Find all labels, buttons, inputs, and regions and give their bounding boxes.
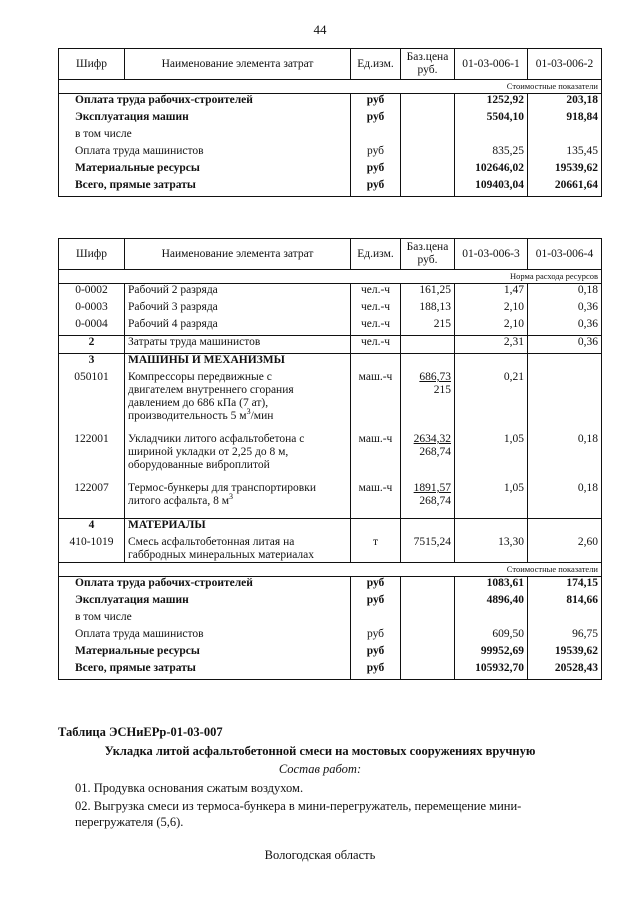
subheader-cell: Стоимостные показатели [59, 563, 602, 577]
cost-unit: руб [351, 662, 401, 680]
resource-code: 2 [59, 336, 125, 354]
operators-row [59, 336, 602, 354]
cost-value-2: 174,15 [528, 577, 602, 595]
cost-unit: руб [351, 628, 401, 645]
cost-name: в том числе [59, 128, 351, 145]
resource-value-2: 0,18 [528, 482, 602, 519]
machine-row [59, 482, 602, 519]
resource-value-2 [528, 371, 602, 433]
cost-unit [351, 611, 401, 628]
cost-value-1 [455, 611, 528, 628]
cost-row [59, 94, 602, 112]
table1-subheader [59, 80, 602, 94]
col-v1-header: 01-03-006-3 [455, 239, 528, 270]
resource-table-2 [58, 238, 602, 680]
labor-row [59, 318, 602, 336]
resource-name-tail: /мин [250, 410, 274, 422]
col-unit-header: Ед.изм. [351, 239, 401, 270]
resource-name-text: давлением до 686 кПа (7 ат), [128, 397, 269, 409]
operator-price: 268,74 [419, 446, 451, 458]
empty-cell [455, 354, 528, 372]
unit-superscript: 3 [229, 492, 234, 502]
cost-row [59, 162, 602, 179]
price-per-hour: 2634,32 [413, 433, 451, 445]
table-subtitle: Укладка литой асфальтобетонной смеси на мостовых сооружениях вручную [104, 744, 536, 758]
cost-price [401, 179, 455, 197]
resource-value-1: 2,31 [455, 336, 528, 354]
operator-price: 268,74 [419, 495, 451, 507]
resource-code: 410-1019 [59, 536, 125, 563]
resource-unit: маш.-ч [351, 482, 401, 519]
resource-price [401, 482, 455, 519]
labor-row [59, 284, 602, 302]
section-name: МАШИНЫ И МЕХАНИЗМЫ [125, 354, 351, 372]
resource-value-2: 0,36 [528, 301, 602, 318]
cost-value-2: 918,84 [528, 111, 602, 128]
table-header-row [59, 239, 602, 270]
cost-value-2: 19539,62 [528, 645, 602, 662]
resource-name-line [128, 492, 347, 508]
resource-price: 161,25 [401, 284, 455, 302]
resource-unit: чел.-ч [351, 318, 401, 336]
resource-unit: т [351, 536, 401, 563]
cost-value-1: 105932,70 [455, 662, 528, 680]
section-name: МАТЕРИАЛЫ [125, 519, 351, 537]
machine-row [59, 433, 602, 482]
table2-subheader [59, 270, 602, 284]
subheader-cell: Норма расхода ресурсов [59, 270, 602, 284]
cost-row [59, 577, 602, 595]
resource-price [401, 336, 455, 354]
cost-unit: руб [351, 111, 401, 128]
resource-value-1: 2,10 [455, 301, 528, 318]
cost-value-2 [528, 128, 602, 145]
resource-name [125, 536, 351, 563]
resource-name-line [128, 459, 347, 472]
resource-name-text: Компрессоры передвижные с [128, 371, 272, 383]
operator-price: 215 [433, 384, 451, 396]
resource-name: Рабочий 2 разряда [125, 284, 351, 302]
resource-value-1: 13,30 [455, 536, 528, 563]
col-name-header: Наименование элемента затрат [125, 49, 351, 80]
resource-unit: чел.-ч [351, 336, 401, 354]
col-v2-header: 01-03-006-2 [528, 49, 602, 80]
resource-name-text: Термос-бункеры для транспортировки [128, 482, 316, 494]
cost-row [59, 128, 602, 145]
cost-name: Оплата труда рабочих-строителей [59, 577, 351, 595]
cost-value-2: 20528,43 [528, 662, 602, 680]
resource-value-1: 1,47 [455, 284, 528, 302]
cost-row [59, 611, 602, 628]
empty-cell [401, 354, 455, 372]
resource-name: Затраты труда машинистов [125, 336, 351, 354]
resource-code: 0-0002 [59, 284, 125, 302]
cost-row [59, 145, 602, 162]
resource-name-line [128, 407, 347, 423]
cost-unit: руб [351, 145, 401, 162]
section-code: 4 [59, 519, 125, 537]
empty-cell [528, 519, 602, 537]
resource-name-text: производительность 5 м [128, 410, 247, 422]
cost-name: Оплата труда машинистов [59, 145, 351, 162]
cost-price [401, 662, 455, 680]
cost-price [401, 645, 455, 662]
price-per-hour: 1891,57 [413, 482, 451, 494]
cost-table-1 [58, 48, 602, 197]
cost-row [59, 645, 602, 662]
col-v2-header: 01-03-006-4 [528, 239, 602, 270]
cost-price [401, 94, 455, 112]
resource-value-1: 1,05 [455, 433, 528, 482]
cost-value-1: 1252,92 [455, 94, 528, 112]
resource-name [125, 433, 351, 482]
resource-name [125, 482, 351, 519]
resource-value-1: 1,05 [455, 482, 528, 519]
cost-value-1: 102646,02 [455, 162, 528, 179]
work-step-1: 01. Продувка основания сжатым воздухом. [75, 781, 304, 795]
cost-value-2: 203,18 [528, 94, 602, 112]
cost-name: Эксплуатация машин [59, 111, 351, 128]
resource-code: 122007 [59, 482, 125, 519]
cost-value-2 [528, 611, 602, 628]
col-v1-header: 01-03-006-1 [455, 49, 528, 80]
cost-row [59, 628, 602, 645]
cost-value-1 [455, 128, 528, 145]
resource-code: 0-0004 [59, 318, 125, 336]
cost-value-1: 609,50 [455, 628, 528, 645]
cost-value-2: 96,75 [528, 628, 602, 645]
resource-name-line: габбродных минеральных материалах [128, 549, 315, 561]
empty-cell [351, 354, 401, 372]
cost-price [401, 162, 455, 179]
resource-value-2: 2,60 [528, 536, 602, 563]
cost-row [59, 111, 602, 128]
table-title: Таблица ЭСНиЕРр-01-03-007 [58, 725, 223, 739]
cost-price [401, 111, 455, 128]
resource-name-text: литого асфальта, 8 м [128, 495, 230, 507]
cost-unit: руб [351, 577, 401, 595]
footer-region: Вологодская область [264, 848, 376, 862]
cost-value-1: 99952,69 [455, 645, 528, 662]
cost-name: Материальные ресурсы [59, 645, 351, 662]
unit-superscript: 3 [246, 407, 251, 417]
cost-price [401, 594, 455, 611]
cost-name: Материальные ресурсы [59, 162, 351, 179]
resource-name [125, 371, 351, 433]
col-price-header: Баз.цена руб. [401, 49, 455, 80]
empty-cell [351, 519, 401, 537]
cost-value-1: 1083,61 [455, 577, 528, 595]
col-code-header: Шифр [59, 49, 125, 80]
resource-value-2: 0,36 [528, 318, 602, 336]
price-per-hour: 686,73 [419, 371, 451, 383]
resource-name-line [128, 446, 347, 459]
col-code-header: Шифр [59, 239, 125, 270]
resource-value-1: 0,21 [455, 371, 528, 433]
empty-cell [528, 354, 602, 372]
resource-name-text: Укладчики литого асфальтобетона с [128, 433, 305, 445]
resource-code: 050101 [59, 371, 125, 433]
labor-row [59, 301, 602, 318]
work-heading: Состав работ: [278, 762, 362, 776]
cost-value-2: 135,45 [528, 145, 602, 162]
col-price-header: Баз.цена руб. [401, 239, 455, 270]
cost-name: в том числе [59, 611, 351, 628]
cost-row [59, 662, 602, 680]
resource-name-text: двигателем внутреннего сгорания [128, 384, 294, 396]
cost-price [401, 628, 455, 645]
cost-name: Всего, прямые затраты [59, 662, 351, 680]
cost-unit: руб [351, 645, 401, 662]
empty-cell [401, 519, 455, 537]
machines-section-row [59, 354, 602, 372]
resource-unit: чел.-ч [351, 301, 401, 318]
resource-code: 122001 [59, 433, 125, 482]
resource-name-line [128, 482, 347, 495]
cost-unit: руб [351, 162, 401, 179]
machine-row [59, 371, 602, 433]
cost-value-1: 4896,40 [455, 594, 528, 611]
cost-price [401, 128, 455, 145]
resource-unit: маш.-ч [351, 433, 401, 482]
resource-name-line [128, 371, 347, 384]
resource-name-line [128, 384, 347, 397]
cost-value-1: 5504,10 [455, 111, 528, 128]
resource-unit: маш.-ч [351, 371, 401, 433]
page-number: 44 [313, 22, 327, 37]
resource-name: Рабочий 4 разряда [125, 318, 351, 336]
cost-name: Оплата труда машинистов [59, 628, 351, 645]
empty-cell [455, 519, 528, 537]
col-unit-header: Ед.изм. [351, 49, 401, 80]
cost-name: Оплата труда рабочих-строителей [59, 94, 351, 112]
resource-price: 188,13 [401, 301, 455, 318]
cost-price [401, 577, 455, 595]
resource-value-2: 0,18 [528, 433, 602, 482]
cost-unit: руб [351, 594, 401, 611]
resource-value-2: 0,18 [528, 284, 602, 302]
resource-value-2: 0,36 [528, 336, 602, 354]
cost-name: Всего, прямые затраты [59, 179, 351, 197]
cost-value-1: 109403,04 [455, 179, 528, 197]
resource-name-line: Смесь асфальтобетонная литая на [128, 536, 295, 548]
resource-unit: чел.-ч [351, 284, 401, 302]
col-name-header: Наименование элемента затрат [125, 239, 351, 270]
resource-price [401, 371, 455, 433]
cost-unit [351, 128, 401, 145]
resource-name-text: шириной укладки от 2,25 до 8 м, [128, 446, 289, 458]
cost-row [59, 594, 602, 611]
cost-unit: руб [351, 179, 401, 197]
cost-value-1: 835,25 [455, 145, 528, 162]
material-row [59, 536, 602, 563]
cost-unit: руб [351, 94, 401, 112]
cost-row [59, 179, 602, 197]
cost-name: Эксплуатация машин [59, 594, 351, 611]
table2-cost-subheader [59, 563, 602, 577]
resource-price [401, 433, 455, 482]
work-step-2: 02. Выгрузка смеси из термоса-бункера в мини-перегружатель, перемещение мини-перегружателя (5,6). [75, 799, 522, 829]
resource-price: 7515,24 [401, 536, 455, 563]
resource-name-text: оборудованные виброплитой [128, 459, 270, 471]
resource-value-1: 2,10 [455, 318, 528, 336]
resource-name-line [128, 397, 347, 410]
cost-value-2: 20661,64 [528, 179, 602, 197]
section-code: 3 [59, 354, 125, 372]
table-header-row [59, 49, 602, 80]
subheader-cell: Стоимостные показатели [59, 80, 602, 94]
resource-name-line [128, 433, 347, 446]
resource-name: Рабочий 3 разряда [125, 301, 351, 318]
cost-value-2: 814,66 [528, 594, 602, 611]
resource-code: 0-0003 [59, 301, 125, 318]
materials-section-row [59, 519, 602, 537]
cost-price [401, 611, 455, 628]
cost-price [401, 145, 455, 162]
resource-price: 215 [401, 318, 455, 336]
cost-value-2: 19539,62 [528, 162, 602, 179]
